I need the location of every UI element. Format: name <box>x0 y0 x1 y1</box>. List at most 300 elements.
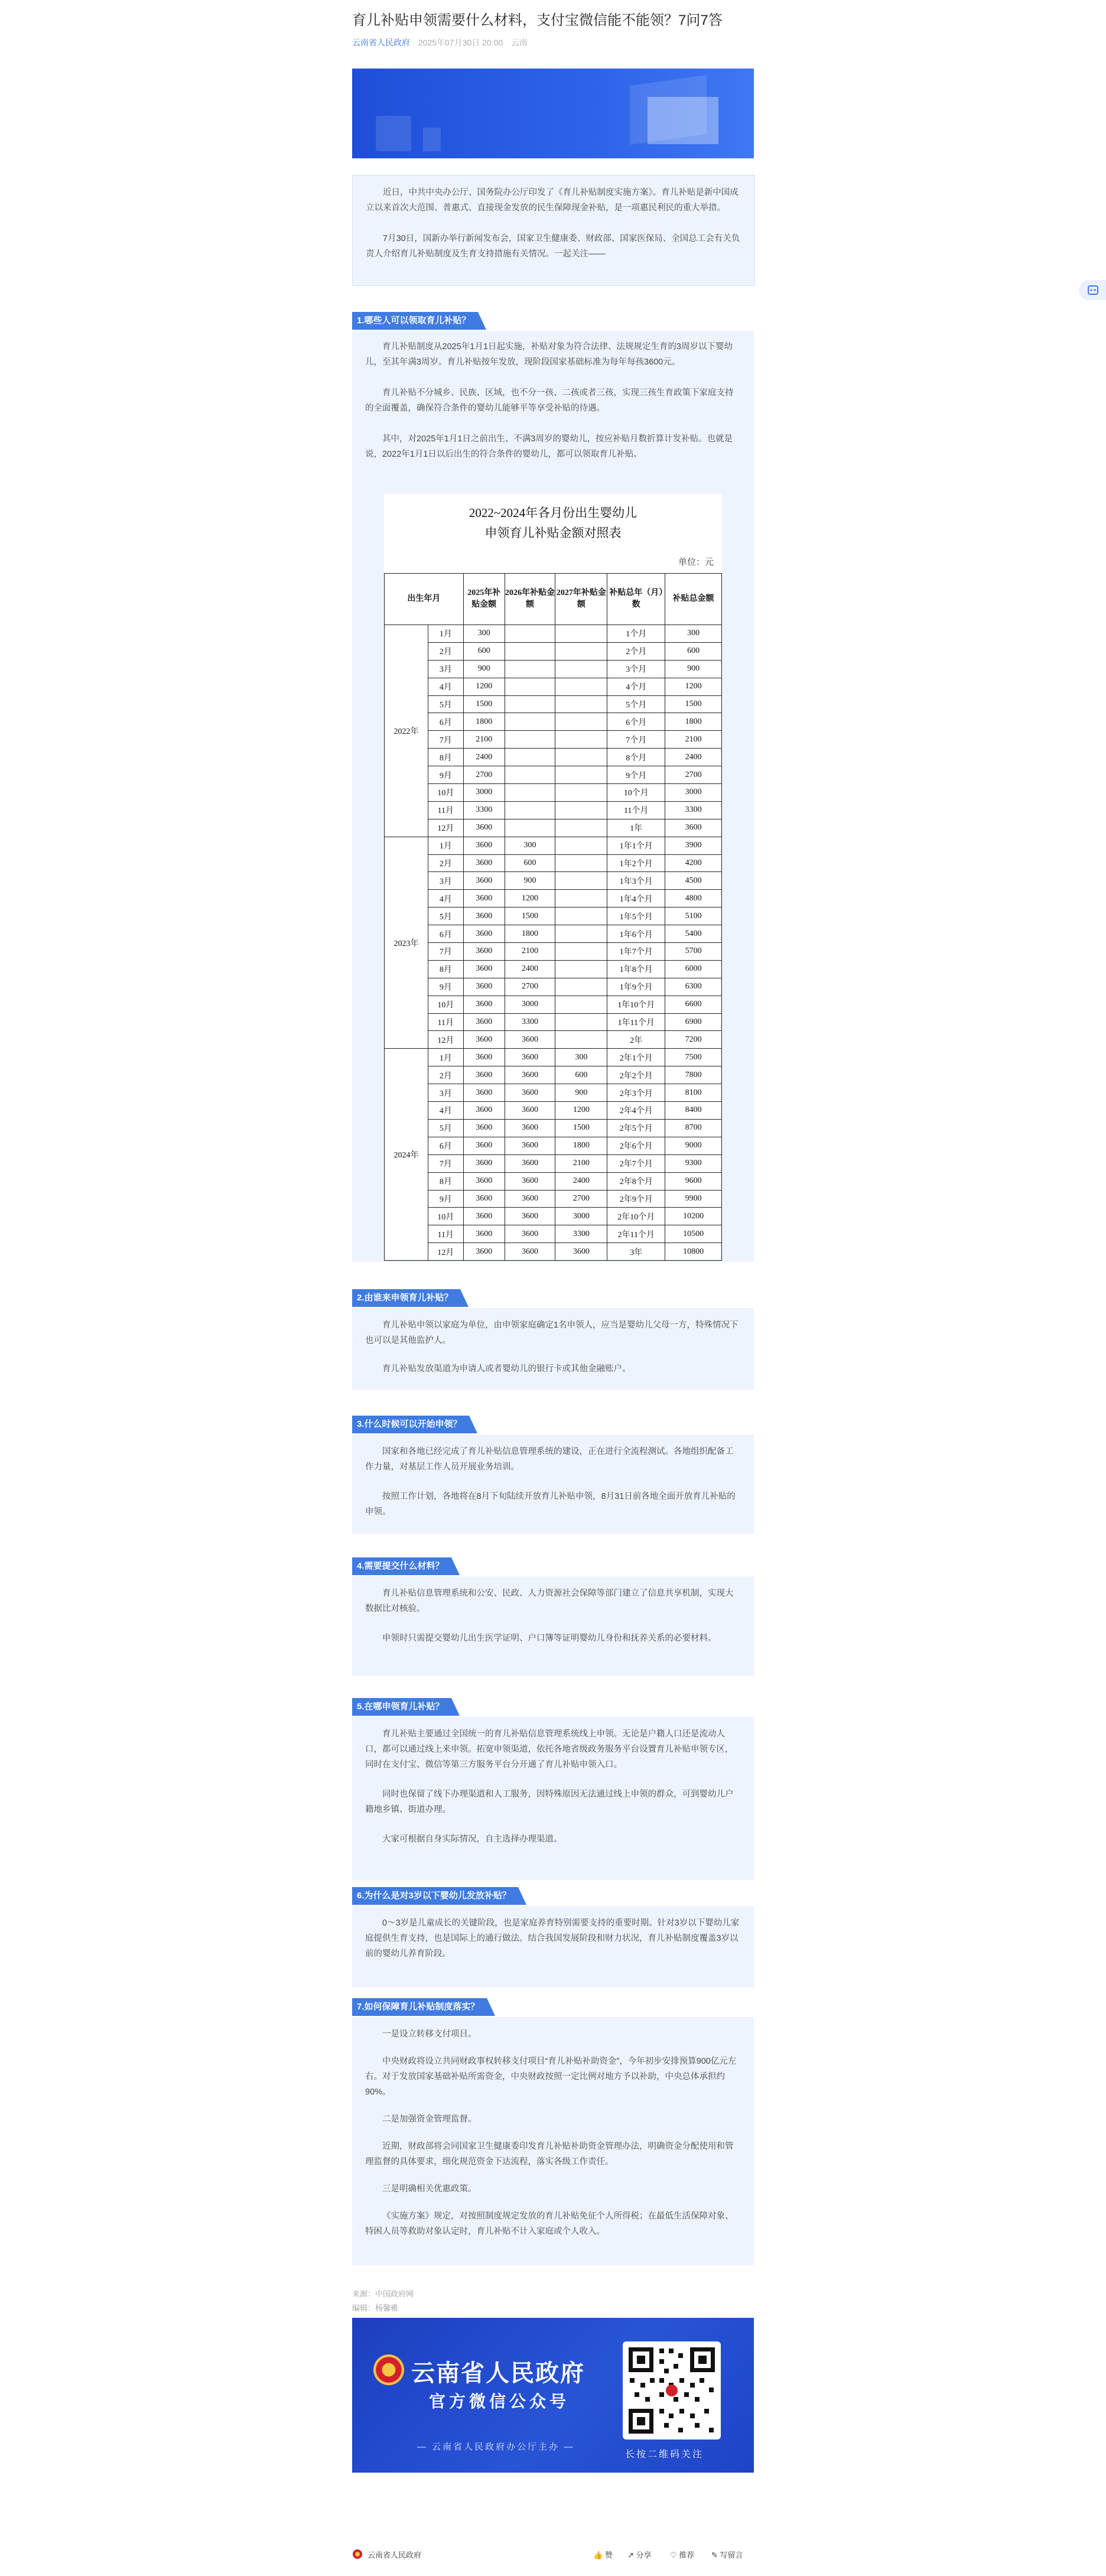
editor-line: 编辑：杨馨雅 <box>352 2304 399 2312</box>
table-cell <box>555 837 607 854</box>
table-cell: 6000 <box>665 960 722 978</box>
table-cell: 3600 <box>463 1102 505 1120</box>
table-row <box>385 1243 722 1261</box>
table-cell: 1800 <box>665 713 722 731</box>
table-cell: 2个月 <box>607 642 665 660</box>
subsidy-table-image <box>384 494 722 1259</box>
table-cell: 1800 <box>555 1137 607 1154</box>
table-cell: 900 <box>463 660 505 678</box>
table-cell: 300 <box>463 625 505 643</box>
table-cell: 4500 <box>665 872 722 890</box>
article-meta <box>352 37 528 48</box>
table-cell <box>555 890 607 908</box>
table-cell: 1月 <box>428 625 463 643</box>
section-body-4 <box>352 1576 754 1676</box>
table-row <box>385 784 722 802</box>
table-cell: 1年3个月 <box>607 872 665 890</box>
table-cell <box>505 819 555 837</box>
table-cell: 3600 <box>463 996 505 1013</box>
table-cell: 3600 <box>463 819 505 837</box>
table-cell: 3月 <box>428 1084 463 1102</box>
table-cell: 6300 <box>665 978 722 996</box>
section-paragraph: 0～3岁是儿童成长的关键阶段，也是家庭养育特别需要支持的重要时期。针对3岁以下婴幼儿家庭提供生育支持，也是国际上的通行做法。结合我国发展阶段和财力状况，育儿补贴制度覆盖3岁以前的婴幼儿养育阶段。 <box>365 1918 740 1959</box>
table-cell: 300 <box>665 625 722 643</box>
table-header: 2027年补贴金额 <box>555 574 607 625</box>
table-cell <box>555 749 607 766</box>
table-cell: 1年7个月 <box>607 943 665 961</box>
table-row <box>385 1102 722 1120</box>
table-cell <box>505 713 555 731</box>
intro-box <box>352 175 755 286</box>
share-icon: ↗ <box>627 2551 634 2559</box>
table-cell: 3000 <box>505 996 555 1013</box>
intro-paragraph: 7月30日，国新办举行新闻发布会，国家卫生健康委、财政部、国家医保局、全国总工会有关负责人介绍育儿补贴制度及生育支持措施有关情况。一起关注—— <box>366 234 740 259</box>
table-cell: 4200 <box>665 854 722 872</box>
table-cell: 11月 <box>428 801 463 819</box>
table-cell: 7月 <box>428 731 463 749</box>
table-cell: 1年1个月 <box>607 837 665 854</box>
table-cell: 1800 <box>505 925 555 943</box>
table-cell: 9900 <box>665 1190 722 1208</box>
table-cell: 4个月 <box>607 678 665 695</box>
table-cell: 600 <box>555 1066 607 1084</box>
table-cell: 3600 <box>505 1243 555 1261</box>
table-cell: 3个月 <box>607 660 665 678</box>
table-cell <box>555 784 607 802</box>
table-row <box>385 1190 722 1208</box>
section-paragraph: 《实施方案》规定，对按照制度规定发放的育儿补贴免征个人所得税；在最低生活保障对象、特困人员等救助对象认定时，育儿补贴不计入家庭或个人收入。 <box>365 2211 734 2236</box>
recommend-label: 推荐 <box>679 2551 695 2559</box>
table-cell: 2100 <box>463 731 505 749</box>
table-row <box>385 925 722 943</box>
table-cell: 1200 <box>463 678 505 695</box>
table-row <box>385 1031 722 1049</box>
table-cell: 3600 <box>505 1066 555 1084</box>
section-heading-7: 7.如何保障育儿补贴制度落实？ <box>352 1998 487 2016</box>
table-cell: 3600 <box>505 1084 555 1102</box>
section-heading-3: 3.什么时候可以开始申领？ <box>352 1416 469 1433</box>
table-cell: 2年11个月 <box>607 1225 665 1243</box>
account-avatar-icon[interactable] <box>352 2549 363 2561</box>
table-cell: 2年3个月 <box>607 1084 665 1102</box>
table-cell: 8个月 <box>607 749 665 766</box>
table-cell: 3600 <box>463 1031 505 1049</box>
table-cell: 10月 <box>428 996 463 1013</box>
table-cell: 3300 <box>463 801 505 819</box>
table-cell: 2400 <box>555 1172 607 1190</box>
table-cell <box>555 960 607 978</box>
comment-button[interactable] <box>711 2549 743 2560</box>
table-cell: 7个月 <box>607 731 665 749</box>
table-cell: 3300 <box>505 1013 555 1031</box>
table-cell: 11月 <box>428 1013 463 1031</box>
table-cell: 3600 <box>505 1031 555 1049</box>
table-cell: 1800 <box>463 713 505 731</box>
table-cell: 3600 <box>463 1084 505 1102</box>
table-cell: 6600 <box>665 996 722 1013</box>
table-row <box>385 1013 722 1031</box>
section-heading-2: 2.由谁来申领育儿补贴？ <box>352 1289 460 1307</box>
table-cell: 6月 <box>428 713 463 731</box>
table-row <box>385 996 722 1013</box>
table-cell: 1年9个月 <box>607 978 665 996</box>
table-cell: 5月 <box>428 695 463 713</box>
table-cell: 900 <box>505 872 555 890</box>
table-cell: 3月 <box>428 872 463 890</box>
table-cell: 7200 <box>665 1031 722 1049</box>
table-cell: 3600 <box>505 1172 555 1190</box>
table-cell: 3600 <box>463 978 505 996</box>
table-cell: 9600 <box>665 1172 722 1190</box>
table-cell: 6个月 <box>607 713 665 731</box>
table-cell: 7月 <box>428 1154 463 1172</box>
section-paragraph: 育儿补贴主要通过全国统一的育儿补贴信息管理系统线上申领。无论是户籍人口还是流动人口，都可以通过线上来申领。拓宽申领渠道，依托各地省级政务服务平台设置育儿补贴申领专区，同时在支付宝、微信等第三方服务平台分开通了育儿补贴申领入口。 <box>365 1729 734 1770</box>
like-button[interactable] <box>593 2549 613 2560</box>
table-cell: 12月 <box>428 819 463 837</box>
table-cell: 3600 <box>463 1225 505 1243</box>
table-cell <box>555 1013 607 1031</box>
table-unit: 单位：元 <box>678 558 714 567</box>
table-header: 2025年补贴金额 <box>463 574 505 625</box>
table-cell: 3000 <box>665 784 722 802</box>
bottom-account-name[interactable]: 云南省人民政府 <box>367 2551 422 2559</box>
table-row <box>385 660 722 678</box>
table-row <box>385 695 722 713</box>
table-cell: 3600 <box>505 1102 555 1120</box>
table-cell: 3600 <box>463 854 505 872</box>
table-cell: 12月 <box>428 1031 463 1049</box>
table-cell: 3600 <box>505 1225 555 1243</box>
table-cell: 3600 <box>505 1208 555 1225</box>
table-cell <box>555 908 607 925</box>
section-body-3 <box>352 1435 754 1534</box>
section-body-5 <box>352 1717 754 1880</box>
table-cell: 1200 <box>555 1102 607 1120</box>
table-cell <box>555 801 607 819</box>
table-cell: 3600 <box>555 1243 607 1261</box>
table-cell: 10个月 <box>607 784 665 802</box>
table-cell: 4月 <box>428 890 463 908</box>
table-row <box>385 819 722 837</box>
section-paragraph: 申领时只需提交婴幼儿出生医学证明、户口簿等证明婴幼儿身份和抚养关系的必要材料。 <box>382 1634 717 1643</box>
table-cell <box>505 801 555 819</box>
table-cell: 1年2个月 <box>607 854 665 872</box>
table-row <box>385 1084 722 1102</box>
table-cell: 5100 <box>665 908 722 925</box>
table-cell: 3600 <box>463 1119 505 1137</box>
table-cell: 3600 <box>665 819 722 837</box>
table-cell: 2月 <box>428 642 463 660</box>
table-cell <box>555 695 607 713</box>
table-cell: 600 <box>665 642 722 660</box>
table-cell <box>555 819 607 837</box>
thumbs-up-icon: 👍 <box>593 2551 603 2559</box>
table-cell: 1月 <box>428 837 463 854</box>
table-cell: 2400 <box>505 960 555 978</box>
table-cell: 3600 <box>463 1049 505 1066</box>
intro-paragraph: 近日，中共中央办公厅、国务院办公厅印发了《育儿补贴制度实施方案》。育儿补贴是新中国成立以来首次大范围、普惠式、直接现金发放的民生保障现金补贴，是一项惠民利民的重大举措。 <box>366 188 739 213</box>
table-cell: 5400 <box>665 925 722 943</box>
table-cell: 2700 <box>463 766 505 784</box>
table-row <box>385 854 722 872</box>
table-year-cell: 2022年 <box>385 625 428 837</box>
table-cell: 2年5个月 <box>607 1119 665 1137</box>
table-cell: 2年10个月 <box>607 1208 665 1225</box>
footer-org-sub: 官方微信公众号 <box>429 2392 570 2411</box>
section-paragraph: 育儿补贴发放渠道为申请人或者婴幼儿的银行卡或其他金融账户。 <box>382 1364 631 1374</box>
table-cell: 10500 <box>665 1225 722 1243</box>
table-cell: 300 <box>505 837 555 854</box>
table-cell: 2700 <box>665 766 722 784</box>
table-cell: 2700 <box>555 1190 607 1208</box>
section-paragraph: 其中，对2025年1月1日之前出生、不满3周岁的婴幼儿，按应补贴月数折算计发补贴。也就是说，2022年1月1日以后出生的符合条件的婴幼儿，都可以领取育儿补贴。 <box>365 434 733 459</box>
table-cell: 1年6个月 <box>607 925 665 943</box>
table-cell: 600 <box>505 854 555 872</box>
table-cell: 9000 <box>665 1137 722 1154</box>
table-cell: 1500 <box>665 695 722 713</box>
national-emblem-icon <box>373 2354 404 2385</box>
table-cell: 1200 <box>505 890 555 908</box>
table-row <box>385 749 722 766</box>
qr-code[interactable] <box>623 2341 721 2440</box>
table-cell: 3600 <box>463 1013 505 1031</box>
table-row <box>385 837 722 854</box>
table-cell: 9月 <box>428 766 463 784</box>
table-row <box>385 1154 722 1172</box>
publish-date: 2025年07月30日 20:00 <box>418 38 503 47</box>
section-paragraph: 中央财政将设立共同财政事权转移支付项目“育儿补贴补助资金”，今年初步安排预算900亿元左右。对于发放国家基础补贴所需资金，中央财政按照一定比例对地方予以补助，中央总体承担约90%。 <box>365 2057 737 2097</box>
table-cell: 2年 <box>607 1031 665 1049</box>
table-header: 出生年月 <box>385 574 464 625</box>
table-cell: 1年8个月 <box>607 960 665 978</box>
table-cell: 3900 <box>665 837 722 854</box>
table-cell: 3600 <box>463 1154 505 1172</box>
table-cell: 3600 <box>463 908 505 925</box>
table-cell: 7500 <box>665 1049 722 1066</box>
table-cell: 2100 <box>555 1154 607 1172</box>
heart-icon: ♡ <box>670 2551 677 2559</box>
table-header: 补贴总金额 <box>665 574 722 625</box>
table-cell: 5700 <box>665 943 722 961</box>
table-row <box>385 731 722 749</box>
table-cell: 8700 <box>665 1119 722 1137</box>
table-cell: 3600 <box>463 1066 505 1084</box>
table-cell: 3300 <box>555 1225 607 1243</box>
table-row <box>385 890 722 908</box>
table-cell: 3600 <box>505 1137 555 1154</box>
table-cell: 12月 <box>428 1243 463 1261</box>
table-cell: 9个月 <box>607 766 665 784</box>
section-paragraph: 一是设立转移支付项目。 <box>382 2029 477 2039</box>
table-cell: 5月 <box>428 1119 463 1137</box>
table-cell: 9300 <box>665 1154 722 1172</box>
table-row <box>385 1049 722 1066</box>
table-cell <box>505 642 555 660</box>
table-cell: 1年10个月 <box>607 996 665 1013</box>
table-cell <box>505 660 555 678</box>
section-body-7 <box>352 2017 754 2265</box>
table-row <box>385 766 722 784</box>
table-cell <box>505 678 555 695</box>
table-row <box>385 1208 722 1225</box>
table-cell: 9月 <box>428 978 463 996</box>
table-cell: 8400 <box>665 1102 722 1120</box>
table-year-cell: 2024年 <box>385 1049 428 1261</box>
table-cell: 8100 <box>665 1084 722 1102</box>
account-link[interactable]: 云南省人民政府 <box>352 38 410 47</box>
table-cell: 3000 <box>463 784 505 802</box>
table-cell: 1年4个月 <box>607 890 665 908</box>
table-cell: 1月 <box>428 1049 463 1066</box>
section-heading-4: 4.需要提交什么材料？ <box>352 1557 451 1575</box>
table-cell: 2400 <box>463 749 505 766</box>
table-cell <box>555 872 607 890</box>
table-cell: 3月 <box>428 660 463 678</box>
section-paragraph: 育儿补贴申领以家庭为单位，由申领家庭确定1名申领人，应当是婴幼儿父母一方，特殊情况下也可以是其他监护人。 <box>365 1320 739 1345</box>
table-cell <box>555 996 607 1013</box>
table-cell <box>505 731 555 749</box>
table-row <box>385 943 722 961</box>
table-row <box>385 801 722 819</box>
table-cell: 3600 <box>463 925 505 943</box>
table-cell: 9月 <box>428 1190 463 1208</box>
section-heading-5: 5.在哪申领育儿补贴？ <box>352 1698 451 1716</box>
table-header: 2026年补贴金额 <box>505 574 555 625</box>
table-cell: 3600 <box>463 960 505 978</box>
table-cell: 6900 <box>665 1013 722 1031</box>
table-row <box>385 1137 722 1154</box>
footer-host-note: — 云南省人民政府办公厅主办 — <box>417 2442 575 2452</box>
table-cell <box>555 925 607 943</box>
table-cell: 3600 <box>505 1049 555 1066</box>
table-cell: 10月 <box>428 784 463 802</box>
table-cell: 10800 <box>665 1243 722 1261</box>
table-cell: 3600 <box>463 1208 505 1225</box>
table-cell <box>555 731 607 749</box>
table-cell <box>555 713 607 731</box>
section-paragraph: 按照工作计划，各地将在8月下旬陆续开放育儿补贴申领，8月31日前各地全面开放育儿补贴的申领。 <box>365 1492 736 1517</box>
table-cell: 10200 <box>665 1208 722 1225</box>
table-title-line1: 2022~2024年各月份出生婴幼儿 <box>469 506 637 520</box>
table-row <box>385 678 722 695</box>
section-heading-6: 6.为什么是对3岁以下婴幼儿发放补贴？ <box>352 1887 518 1905</box>
footer-org-name: 云南省人民政府 <box>411 2360 585 2386</box>
table-cell: 7800 <box>665 1066 722 1084</box>
table-row <box>385 625 722 643</box>
table-cell: 900 <box>555 1084 607 1102</box>
share-button[interactable] <box>627 2549 652 2560</box>
table-cell <box>505 749 555 766</box>
table-cell: 2700 <box>505 978 555 996</box>
section-paragraph: 育儿补贴不分城乡、民族、区域，也不分一孩、二孩或者三孩，实现三孩生育政策下家庭支持的全面覆盖，确保符合条件的婴幼儿能够平等享受补贴的待遇。 <box>365 388 734 413</box>
publish-location: 云南 <box>511 38 528 47</box>
section-body-2 <box>352 1308 754 1390</box>
article-title: 育儿补贴申领需要什么材料，支付宝微信能不能领？7问7答 <box>352 12 723 28</box>
table-cell: 5月 <box>428 908 463 925</box>
table-cell: 2年8个月 <box>607 1172 665 1190</box>
table-row <box>385 908 722 925</box>
table-cell: 3600 <box>463 1190 505 1208</box>
source-line: 来源：中国政府网 <box>352 2289 414 2298</box>
table-cell: 300 <box>555 1049 607 1066</box>
table-cell: 3600 <box>505 1119 555 1137</box>
section-paragraph: 大家可根据自身实际情况，自主选择办理渠道。 <box>382 1835 562 1844</box>
table-row <box>385 1119 722 1137</box>
like-label: 赞 <box>604 2551 613 2559</box>
table-cell <box>555 625 607 643</box>
table-cell: 4月 <box>428 678 463 695</box>
table-cell: 2年2个月 <box>607 1066 665 1084</box>
table-cell: 3600 <box>463 837 505 854</box>
table-title-line2: 申领育儿补贴金额对照表 <box>484 526 622 540</box>
recommend-button[interactable] <box>670 2549 694 2560</box>
table-cell <box>505 784 555 802</box>
section-paragraph: 育儿补贴制度从2025年1月1日起实施，补贴对象为符合法律、法规规定生育的3周岁以下婴幼儿，至其年满3周岁。育儿补贴按年发放，现阶段国家基础标准为每年每孩3600元。 <box>365 342 733 367</box>
table-cell: 3600 <box>463 1243 505 1261</box>
section-paragraph: 同时也保留了线下办理渠道和人工服务，因特殊原因无法通过线上申领的群众，可到婴幼儿户籍地乡镇、街道办理。 <box>365 1790 734 1814</box>
table-cell: 3600 <box>505 1190 555 1208</box>
table-cell: 2年4个月 <box>607 1102 665 1120</box>
footer-wechat-banner <box>352 2318 754 2473</box>
table-cell: 3300 <box>665 801 722 819</box>
table-cell <box>555 678 607 695</box>
comment-label: 写留言 <box>720 2551 743 2559</box>
share-label: 分享 <box>636 2551 652 2559</box>
table-cell: 3600 <box>505 1154 555 1172</box>
table-header: 补贴总年（月）数 <box>607 574 665 625</box>
section-paragraph: 育儿补贴信息管理系统和公安、民政、人力资源社会保障等部门建立了信息共享机制，实现大数据比对核验。 <box>365 1589 734 1614</box>
section-heading-1: 1.哪些人可以领取育儿补贴？ <box>352 312 478 330</box>
table-body <box>385 625 722 1261</box>
table-cell: 1年5个月 <box>607 908 665 925</box>
section-paragraph: 国家和各地已经完成了育儿补贴信息管理系统的建设，正在进行全流程测试。各地组织配备工作力量，对基层工作人员开展业务培训。 <box>365 1447 734 1472</box>
table-row <box>385 642 722 660</box>
table-cell <box>555 978 607 996</box>
table-cell: 600 <box>463 642 505 660</box>
floating-side-button[interactable] <box>1079 280 1106 300</box>
table-cell: 2月 <box>428 854 463 872</box>
table-cell: 1500 <box>505 908 555 925</box>
table-year-cell: 2023年 <box>385 837 428 1049</box>
table-cell: 10月 <box>428 1208 463 1225</box>
bottom-action-bar <box>352 2545 754 2563</box>
table-cell: 11个月 <box>607 801 665 819</box>
table-cell: 2年7个月 <box>607 1154 665 1172</box>
table-row <box>385 978 722 996</box>
table-row <box>385 872 722 890</box>
section-paragraph: 三是明确相关优惠政策。 <box>382 2184 477 2194</box>
table-cell <box>555 642 607 660</box>
table-cell <box>505 766 555 784</box>
table-cell <box>505 625 555 643</box>
table-cell: 6月 <box>428 1137 463 1154</box>
table-cell <box>555 854 607 872</box>
table-cell: 3600 <box>463 1137 505 1154</box>
table-cell <box>555 943 607 961</box>
table-row <box>385 960 722 978</box>
table-cell: 4800 <box>665 890 722 908</box>
table-row <box>385 713 722 731</box>
table-cell <box>505 695 555 713</box>
table-row <box>385 1225 722 1243</box>
table-cell: 2年6个月 <box>607 1137 665 1154</box>
table-cell: 8月 <box>428 960 463 978</box>
header-banner-image <box>352 69 754 158</box>
table-cell: 1个月 <box>607 625 665 643</box>
comment-icon: ✎ <box>711 2551 718 2559</box>
table-cell: 3600 <box>463 1172 505 1190</box>
table-cell: 4月 <box>428 1102 463 1120</box>
